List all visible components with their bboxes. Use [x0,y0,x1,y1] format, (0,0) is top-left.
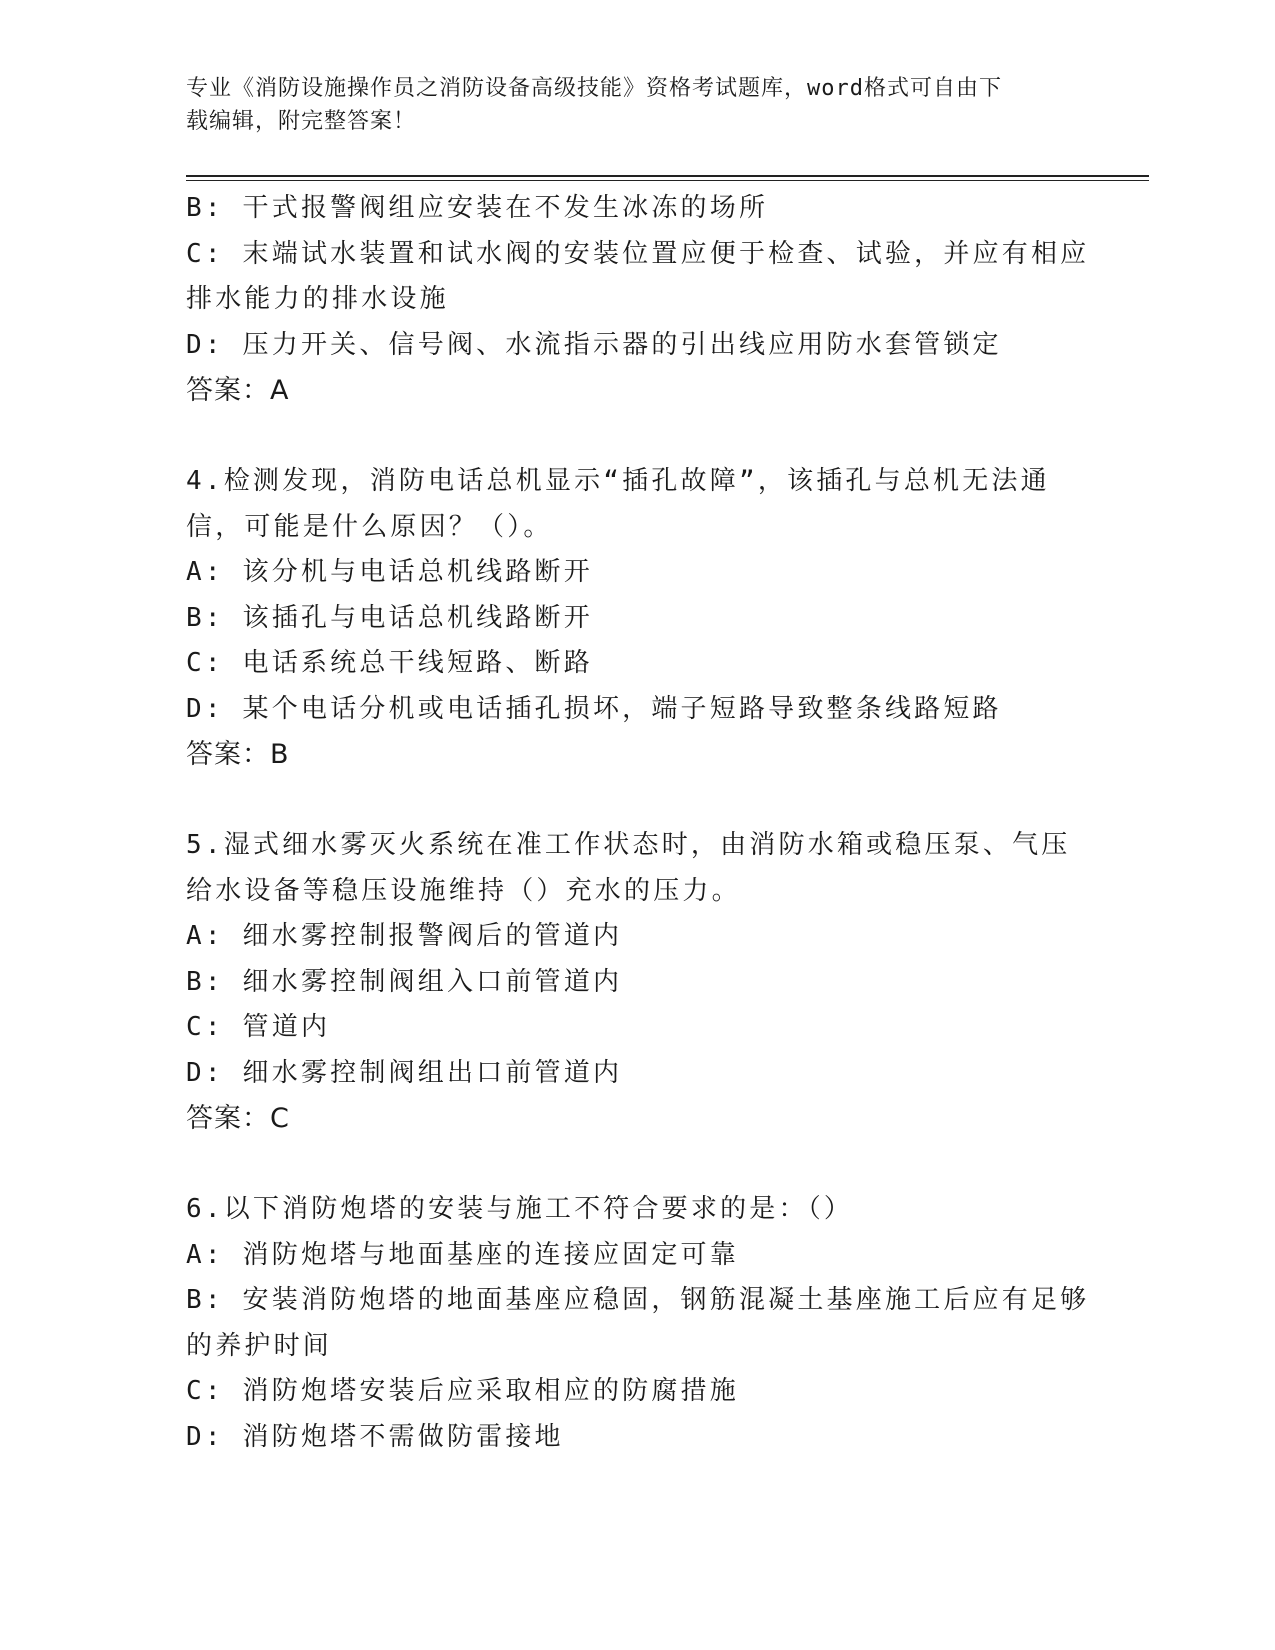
q5-stem-line-2: 给水设备等稳压设施维持（）充水的压力。 [186,875,741,906]
q3-option-c-line-1: C: 末端试水装置和试水阀的安装位置应便于检查、试验，并应有相应 [186,238,1090,269]
q5-option-c: C: 管道内 [186,1012,331,1042]
header-rule-thick [186,175,1149,177]
q5-option-d: D: 细水雾控制阀组出口前管道内 [186,1057,623,1088]
spacer [186,1142,1086,1188]
q5-answer: 答案：C [186,1103,290,1134]
q4-stem-line-1: 4.检测发现，消防电话总机显示“插孔故障”，该插孔与总机无法通 [186,466,1050,496]
question-6 [186,1187,1090,1460]
q5-option-a: A: 细水雾控制报警阀后的管道内 [186,921,623,951]
spacer [186,778,1086,824]
q3-option-d: D: 压力开关、信号阀、水流指示器的引出线应用防水套管锁定 [186,329,1002,360]
q6-option-c: C: 消防炮塔安装后应采取相应的防腐措施 [186,1376,739,1406]
q5-stem-line-1: 5.湿式细水雾灭火系统在准工作状态时，由消防水箱或稳压泵、气压 [186,830,1071,860]
q4-option-d: D: 某个电话分机或电话插孔损坏，端子短路导致整条线路短路 [186,693,1002,724]
q4-option-a: A: 该分机与电话总机线路断开 [186,557,593,587]
q4-option-c: C: 电话系统总干线短路、断路 [186,648,593,678]
spacer [186,414,1086,460]
question-content [186,186,1090,1460]
q6-option-a: A: 消防炮塔与地面基座的连接应固定可靠 [186,1239,739,1270]
header-rule-thin [186,180,1149,181]
q4-option-b: B: 该插孔与电话总机线路断开 [186,602,593,633]
question-4 [186,459,1086,778]
question-3-tail [186,186,1090,414]
q4-answer: 答案：B [186,739,290,770]
q6-stem: 6.以下消防炮塔的安装与施工不符合要求的是：（） [186,1194,854,1224]
document-header [186,72,1066,138]
q4-stem-line-2: 信，可能是什么原因？（）。 [186,511,553,542]
header-line-2: 载编辑，附完整答案！ [186,109,417,134]
q3-answer: 答案：A [186,375,290,406]
q6-option-b-line-1: B: 安装消防炮塔的地面基座应稳固，钢筋混凝土基座施工后应有足够 [186,1285,1090,1315]
q6-option-b-line-2: 的养护时间 [186,1330,333,1361]
q3-option-b: B: 干式报警阀组应安装在不发生冰冻的场所 [186,193,769,223]
q6-option-d: D: 消防炮塔不需做防雷接地 [186,1421,564,1452]
q5-option-b: B: 细水雾控制阀组入口前管道内 [186,966,623,997]
q3-option-c-line-2: 排水能力的排水设施 [186,284,449,314]
header-line-1: 专业《消防设施操作员之消防设备高级技能》资格考试题库，word格式可自由下 [186,76,1002,101]
question-5 [186,823,1086,1142]
